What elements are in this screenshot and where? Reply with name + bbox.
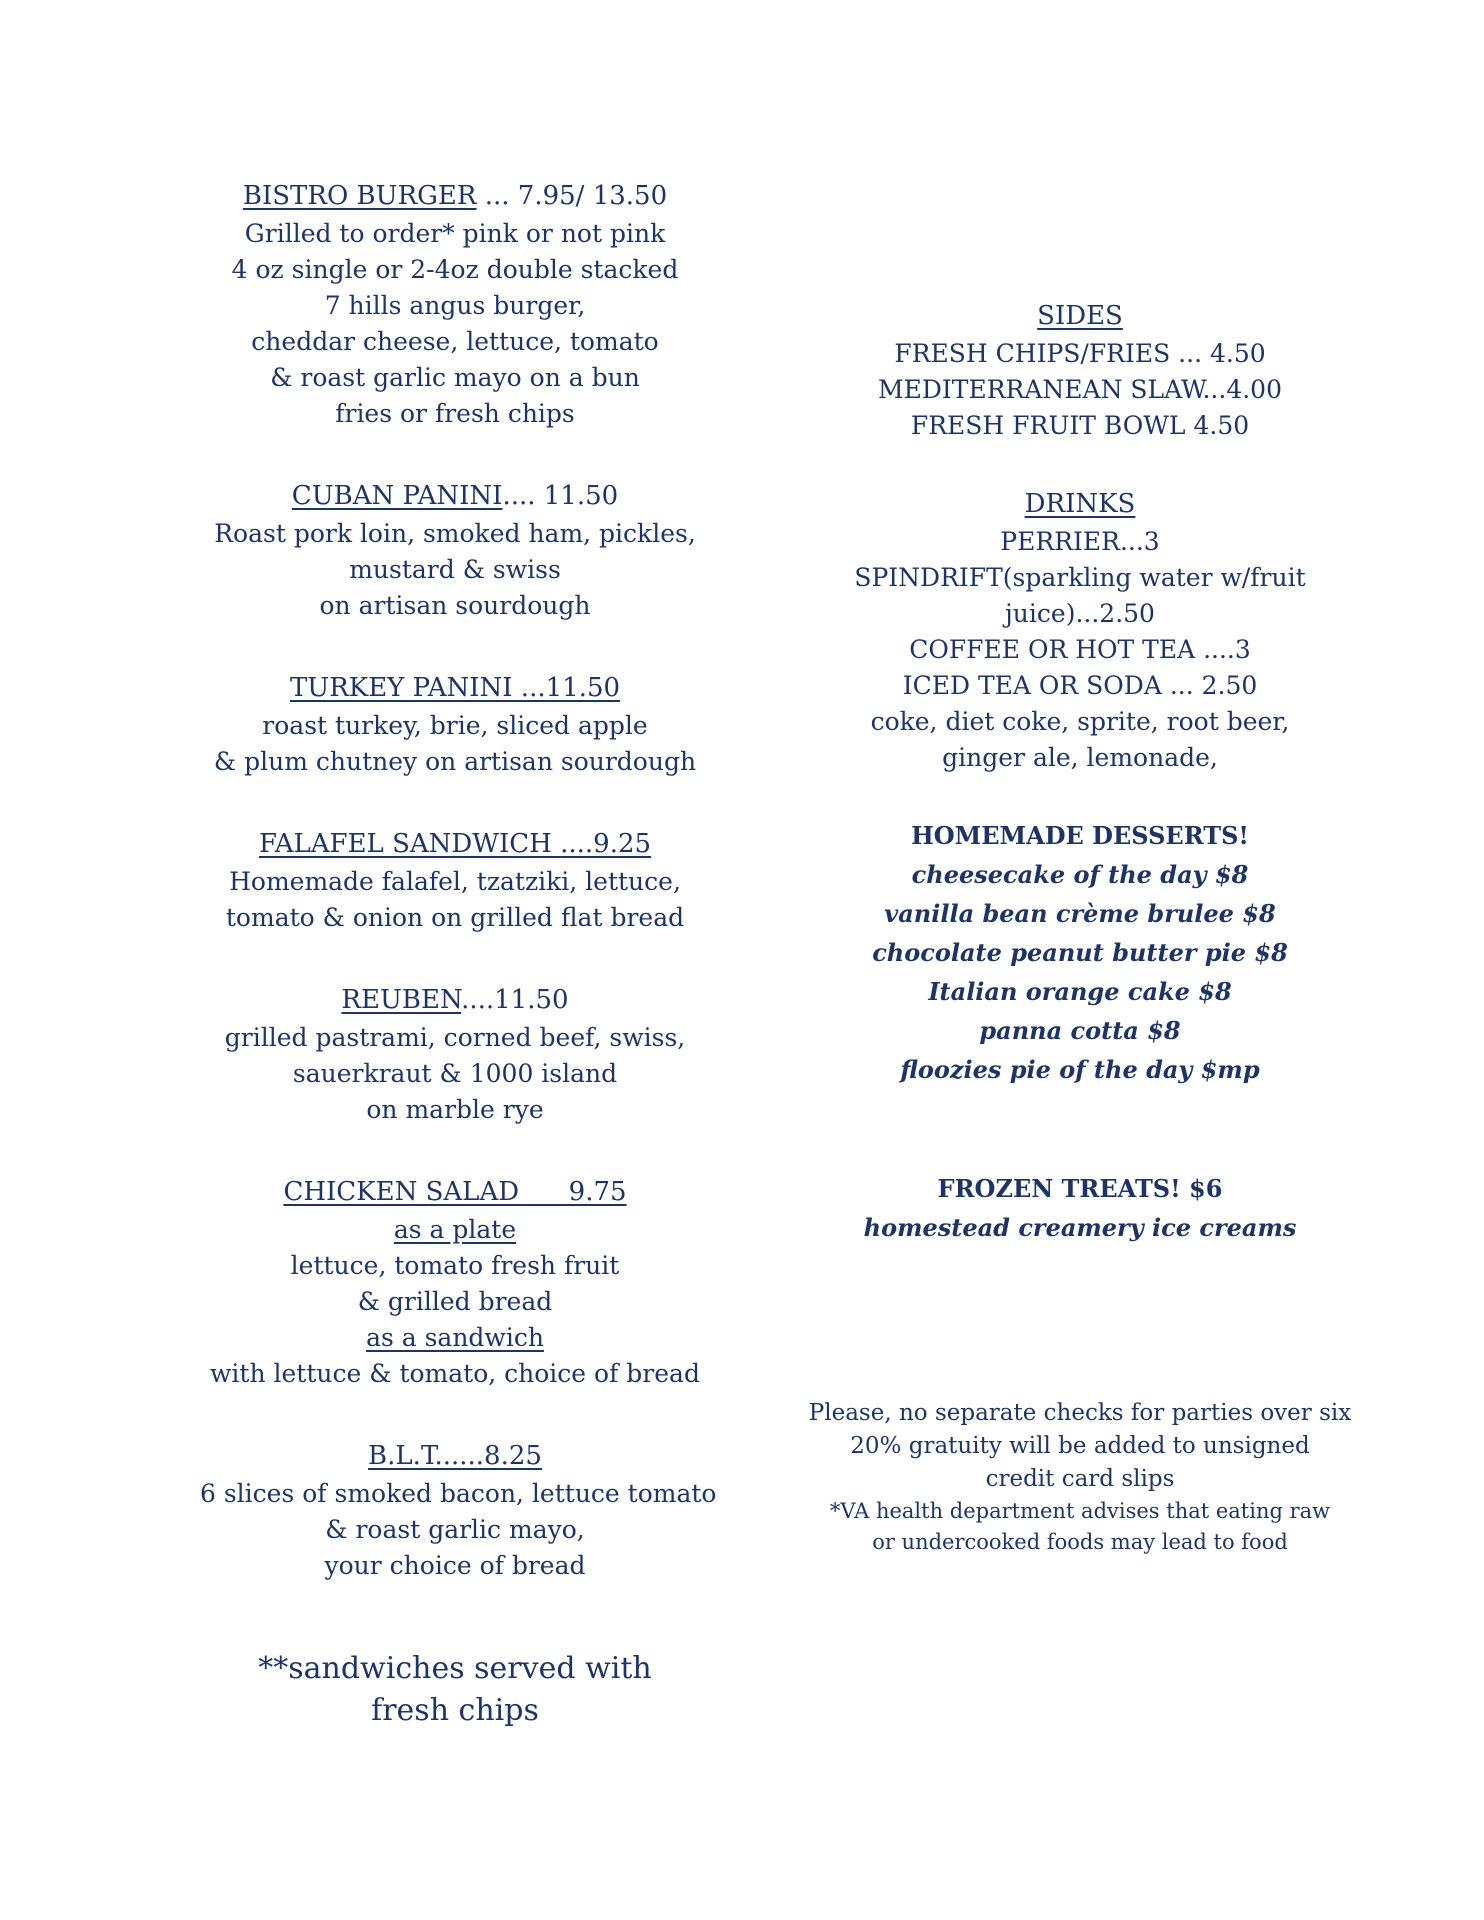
item-option-label: as a plate bbox=[393, 1215, 517, 1244]
health-advisory-line: *VA health department advises that eating raw bbox=[829, 1499, 1331, 1523]
item-description: Roast pork loin, smoked ham, pickles, bbox=[214, 519, 696, 548]
drink-item: ICED TEA OR SODA ... 2.50 bbox=[902, 671, 1258, 700]
desserts-section bbox=[780, 816, 1380, 1089]
drink-item: ginger ale, lemonade, bbox=[942, 743, 1218, 772]
menu-item-turkey-panini bbox=[200, 668, 710, 780]
item-description: & roast garlic mayo on a bun bbox=[270, 363, 640, 392]
item-price: ....9.25 bbox=[560, 829, 652, 859]
section-title: DRINKS bbox=[1024, 489, 1136, 519]
item-description: on marble rye bbox=[366, 1095, 544, 1124]
item-title bbox=[200, 668, 710, 708]
item-title bbox=[200, 1172, 710, 1212]
item-title bbox=[200, 176, 710, 216]
item-description: on artisan sourdough bbox=[319, 591, 591, 620]
drink-item: coke, diet coke, sprite, root beer, bbox=[870, 707, 1290, 736]
drink-item: SPINDRIFT(sparkling water w/fruit bbox=[854, 563, 1306, 592]
item-description: grilled pastrami, corned beef, swiss, bbox=[224, 1023, 686, 1052]
item-description: tomato & onion on grilled flat bread bbox=[225, 903, 685, 932]
sides-section bbox=[780, 296, 1380, 444]
item-name: B.L.T......8.25 bbox=[368, 1441, 542, 1471]
item-description: & roast garlic mayo, bbox=[325, 1515, 585, 1544]
item-description: cheddar cheese, lettuce, tomato bbox=[251, 327, 659, 356]
health-advisory-line: or undercooked foods may lead to food bbox=[872, 1530, 1288, 1554]
drink-item: PERRIER...3 bbox=[1000, 527, 1160, 556]
item-description: & plum chutney on artisan sourdough bbox=[213, 747, 697, 776]
footnote-line: fresh chips bbox=[371, 1693, 539, 1728]
policy-line: credit card slips bbox=[985, 1466, 1175, 1492]
dessert-item: chocolate peanut butter pie $8 bbox=[872, 938, 1288, 967]
menu-item-reuben bbox=[200, 980, 710, 1128]
item-description: with lettuce & tomato, choice of bread bbox=[210, 1359, 700, 1388]
item-description: fries or fresh chips bbox=[335, 399, 575, 428]
side-item: MEDITERRANEAN SLAW...4.00 bbox=[878, 375, 1282, 404]
item-description: roast turkey, brie, sliced apple bbox=[262, 711, 648, 740]
menu-item-blt bbox=[200, 1436, 717, 1584]
section-title: HOMEMADE DESSERTS! bbox=[911, 821, 1249, 850]
policy-line: 20% gratuity will be added to unsigned bbox=[850, 1433, 1310, 1459]
footnote-line: **sandwiches served with bbox=[258, 1651, 652, 1686]
right-column bbox=[780, 296, 1380, 1558]
item-description: & grilled bread bbox=[357, 1287, 553, 1316]
item-title bbox=[200, 824, 710, 864]
item-name: CUBAN PANINI bbox=[291, 481, 503, 511]
item-description: lettuce, tomato fresh fruit bbox=[290, 1251, 620, 1280]
policy-line: Please, no separate checks for parties over six bbox=[808, 1400, 1352, 1426]
item-name: CHICKEN SALAD 9.75 bbox=[283, 1177, 627, 1207]
item-description: 6 slices of smoked bacon, lettuce tomato bbox=[200, 1479, 717, 1508]
item-description: 4 oz single or 2-4oz double stacked bbox=[231, 255, 679, 284]
menu-item-bistro-burger bbox=[200, 176, 710, 432]
dessert-item: vanilla bean crème brulee $8 bbox=[884, 899, 1276, 928]
policy-notes bbox=[780, 1397, 1380, 1558]
item-title bbox=[200, 1436, 710, 1476]
sandwich-footnote bbox=[200, 1648, 710, 1732]
item-name: FALAFEL SANDWICH bbox=[258, 829, 561, 859]
frozen-item: homestead creamery ice creams bbox=[863, 1213, 1297, 1242]
menu-item-cuban-panini bbox=[200, 476, 710, 624]
item-price: .... 11.50 bbox=[502, 481, 619, 511]
drinks-section bbox=[780, 484, 1380, 776]
item-description: Homemade falafel, tzatziki, lettuce, bbox=[229, 867, 681, 896]
item-description: Grilled to order* pink or not pink bbox=[244, 219, 666, 248]
menu-item-chicken-salad bbox=[200, 1172, 710, 1392]
item-price: ....11.50 bbox=[461, 985, 569, 1015]
item-name: TURKEY PANINI ...11.50 bbox=[289, 673, 621, 703]
section-title: SIDES bbox=[1037, 301, 1123, 331]
item-description: mustard & swiss bbox=[349, 555, 561, 584]
dessert-item: Italian orange cake $8 bbox=[928, 977, 1232, 1006]
side-item: FRESH FRUIT BOWL 4.50 bbox=[910, 411, 1250, 440]
frozen-treats-section bbox=[780, 1169, 1380, 1247]
item-title bbox=[200, 476, 710, 516]
item-name: REUBEN bbox=[341, 985, 462, 1015]
item-title bbox=[200, 980, 710, 1020]
drink-item: COFFEE OR HOT TEA ....3 bbox=[909, 635, 1251, 664]
item-option-label: as a sandwich bbox=[366, 1323, 544, 1352]
menu-item-falafel-sandwich bbox=[200, 824, 710, 936]
side-item: FRESH CHIPS/FRIES ... 4.50 bbox=[894, 339, 1266, 368]
drink-item: juice)...2.50 bbox=[1005, 599, 1155, 628]
section-title: FROZEN TREATS! $6 bbox=[937, 1174, 1223, 1203]
item-description: your choice of bread bbox=[324, 1551, 586, 1580]
item-name: BISTRO BURGER bbox=[242, 181, 477, 211]
dessert-item: cheesecake of the day $8 bbox=[911, 860, 1249, 889]
item-description: sauerkraut & 1000 island bbox=[292, 1059, 618, 1088]
dessert-item: floozies pie of the day $mp bbox=[900, 1055, 1260, 1084]
dessert-item: panna cotta $8 bbox=[979, 1016, 1181, 1045]
item-description: 7 hills angus burger, bbox=[324, 291, 586, 320]
item-price: ... 7.95/ 13.50 bbox=[476, 181, 668, 211]
left-column bbox=[200, 176, 717, 1732]
